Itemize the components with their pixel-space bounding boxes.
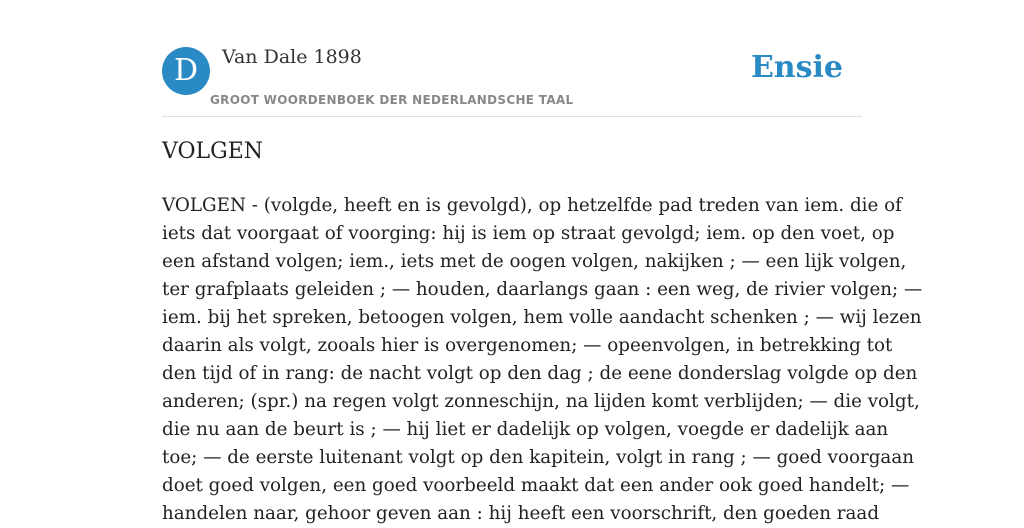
- definition-line: ter grafplaats geleiden ; — houden, daarlangs gaan : een weg, de rivier volgen; —: [162, 279, 923, 300]
- entry-definition: [162, 192, 923, 528]
- definition-line: iets dat voorgaat of voorging: hij is iem op straat gevolgd; iem. op den voet, op: [162, 223, 895, 244]
- ensie-logo[interactable]: Ensie: [750, 50, 843, 85]
- dictionary-subtitle: GROOT WOORDENBOEK DER NEDERLANDSCHE TAAL: [210, 93, 574, 107]
- definition-line: handelen naar, gehoor geven aan : hij heeft een voorschrift, den goeden raad: [162, 503, 880, 524]
- definition-line: daarin als volgt, zooals hier is overgenomen; — opeenvolgen, in betrekking tot: [162, 335, 893, 356]
- definition-line: die nu aan de beurt is ; — hij liet er dadelijk op volgen, voegde er dadelijk aan: [162, 419, 889, 440]
- dictionary-logo[interactable]: D: [162, 47, 210, 95]
- definition-line: VOLGEN - (volgde, heeft en is gevolgd), op hetzelfde pad treden van iem. die of: [162, 195, 902, 216]
- dictionary-header: [162, 46, 862, 117]
- definition-line: toe; — de eerste luitenant volgt op den kapitein, volgt in rang ; — goed voorgaan: [162, 447, 914, 468]
- definition-line: doet goed volgen, een goed voorbeeld maakt dat een ander ook goed handelt; —: [162, 475, 910, 496]
- dictionary-title[interactable]: Van Dale 1898: [222, 46, 362, 68]
- definition-line: iem. bij het spreken, betoogen volgen, hem volle aandacht schenken ; — wij lezen: [162, 307, 922, 328]
- entry-headword: VOLGEN: [162, 139, 264, 164]
- definition-line: anderen; (spr.) na regen volgt zonneschijn, na lijden komt verblijden; — die volgt,: [162, 391, 920, 412]
- definition-line: den tijd of in rang: de nacht volgt op den dag ; de eene donderslag volgde op den: [162, 363, 918, 384]
- definition-line: een afstand volgen; iem., iets met de oogen volgen, nakijken ; — een lijk volgen,: [162, 251, 907, 272]
